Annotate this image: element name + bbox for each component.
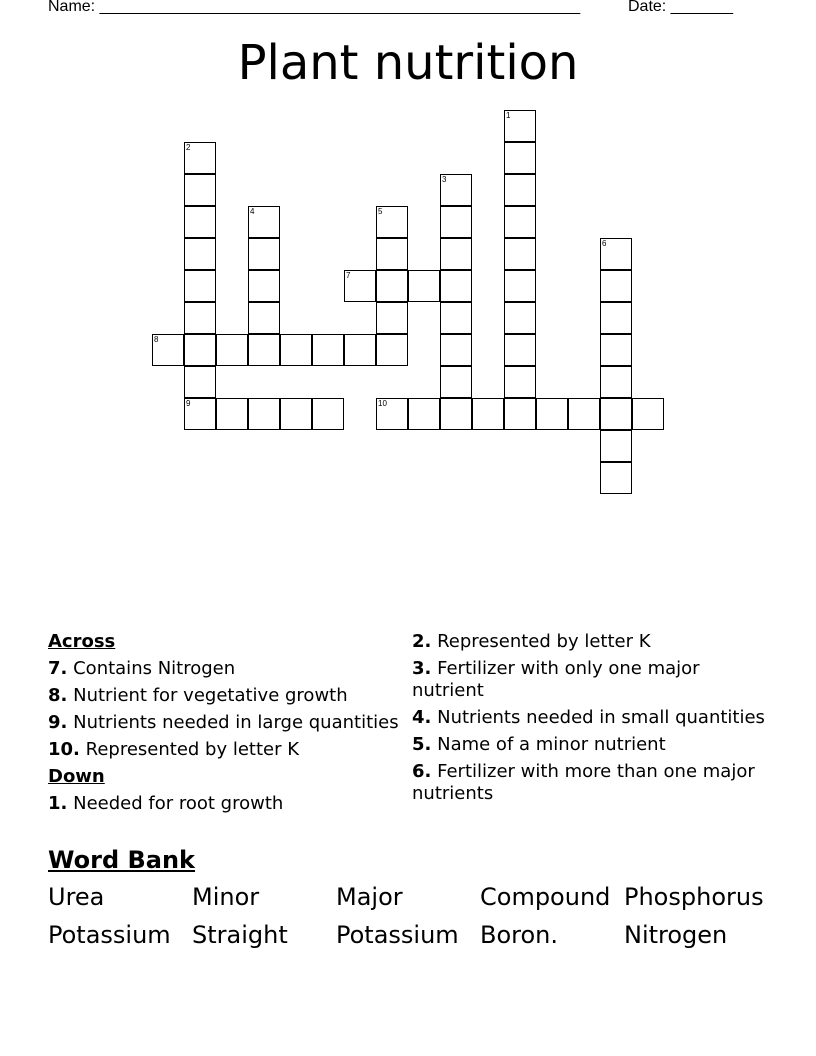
clue-down-5 bbox=[412, 734, 772, 756]
crossword-cell[interactable] bbox=[504, 334, 536, 366]
crossword-cell[interactable] bbox=[504, 270, 536, 302]
clue-across-10 bbox=[48, 739, 408, 761]
clue-text: Fertilizer with more than one major nutrients bbox=[412, 761, 755, 804]
word-bank-item: Major bbox=[336, 883, 403, 911]
crossword-cell[interactable] bbox=[600, 430, 632, 462]
word-bank-item: Potassium bbox=[336, 921, 459, 949]
clue-number: 4. bbox=[412, 707, 432, 728]
clue-number: 2. bbox=[412, 631, 432, 652]
crossword-cell[interactable] bbox=[408, 398, 440, 430]
clue-down-6 bbox=[412, 761, 772, 805]
crossword-cell[interactable] bbox=[440, 302, 472, 334]
crossword-cell[interactable] bbox=[504, 398, 536, 430]
clue-text: Contains Nitrogen bbox=[73, 658, 236, 679]
crossword-cell[interactable] bbox=[632, 398, 664, 430]
clue-number-label: 1 bbox=[506, 111, 511, 120]
word-bank bbox=[48, 882, 788, 950]
crossword-cell[interactable] bbox=[216, 398, 248, 430]
clue-text: Name of a minor nutrient bbox=[437, 734, 666, 755]
crossword-cell[interactable] bbox=[280, 398, 312, 430]
clue-text: Fertilizer with only one major nutrient bbox=[412, 658, 700, 701]
crossword-cell[interactable] bbox=[152, 334, 184, 366]
clue-number: 1. bbox=[48, 793, 68, 814]
crossword-cell[interactable] bbox=[280, 334, 312, 366]
crossword-cell[interactable] bbox=[184, 302, 216, 334]
crossword-cell[interactable] bbox=[248, 302, 280, 334]
crossword-cell[interactable] bbox=[184, 334, 216, 366]
down-heading: Down bbox=[48, 766, 105, 787]
crossword-cell[interactable] bbox=[600, 270, 632, 302]
clue-number-label: 5 bbox=[378, 207, 383, 216]
crossword-cell[interactable] bbox=[504, 174, 536, 206]
crossword-cell[interactable] bbox=[216, 334, 248, 366]
crossword-cell[interactable] bbox=[504, 238, 536, 270]
crossword-cell[interactable] bbox=[600, 462, 632, 494]
crossword-cell[interactable] bbox=[472, 398, 504, 430]
crossword-cell[interactable] bbox=[440, 206, 472, 238]
clue-text: Nutrients needed in small quantities bbox=[437, 707, 765, 728]
crossword-cell[interactable] bbox=[376, 398, 408, 430]
crossword-cell[interactable] bbox=[440, 366, 472, 398]
crossword-cell[interactable] bbox=[184, 174, 216, 206]
crossword-cell[interactable] bbox=[504, 302, 536, 334]
clue-number: 3. bbox=[412, 658, 432, 679]
clues-left-column bbox=[48, 631, 408, 820]
clue-number: 7. bbox=[48, 658, 68, 679]
across-heading: Across bbox=[48, 631, 116, 652]
word-bank-item: Potassium bbox=[48, 921, 171, 949]
crossword-cell[interactable] bbox=[376, 206, 408, 238]
clue-text: Needed for root growth bbox=[73, 793, 284, 814]
clue-text: Represented by letter K bbox=[437, 631, 651, 652]
crossword-cell[interactable] bbox=[440, 270, 472, 302]
crossword-cell[interactable] bbox=[376, 302, 408, 334]
crossword-cell[interactable] bbox=[248, 206, 280, 238]
crossword-cell[interactable] bbox=[248, 238, 280, 270]
clue-down-3 bbox=[412, 658, 772, 702]
clue-number-label: 7 bbox=[346, 271, 351, 280]
crossword-cell[interactable] bbox=[184, 398, 216, 430]
clue-number-label: 3 bbox=[442, 175, 447, 184]
crossword-cell[interactable] bbox=[344, 270, 376, 302]
date-field: Date: _______ bbox=[628, 0, 733, 15]
crossword-cell[interactable] bbox=[184, 270, 216, 302]
crossword-cell[interactable] bbox=[312, 398, 344, 430]
crossword-cell[interactable] bbox=[376, 334, 408, 366]
clue-number-label: 10 bbox=[378, 399, 387, 408]
clue-text: Nutrient for vegetative growth bbox=[73, 685, 348, 706]
word-bank-item: Boron. bbox=[480, 921, 559, 949]
clue-number: 10. bbox=[48, 739, 80, 760]
clue-number-label: 9 bbox=[186, 399, 191, 408]
crossword-cell[interactable] bbox=[184, 238, 216, 270]
word-bank-item: Straight bbox=[192, 921, 288, 949]
clue-number: 6. bbox=[412, 761, 432, 782]
clue-down-4 bbox=[412, 707, 772, 729]
crossword-cell[interactable] bbox=[504, 206, 536, 238]
clue-across-7 bbox=[48, 658, 408, 680]
crossword-cell[interactable] bbox=[440, 174, 472, 206]
crossword-cell[interactable] bbox=[600, 238, 632, 270]
crossword-cell[interactable] bbox=[376, 270, 408, 302]
crossword-cell[interactable] bbox=[248, 270, 280, 302]
clue-number: 5. bbox=[412, 734, 432, 755]
crossword-cell[interactable] bbox=[408, 270, 440, 302]
crossword-cell[interactable] bbox=[344, 334, 376, 366]
word-bank-item: Nitrogen bbox=[624, 921, 728, 949]
word-bank-item: Phosphorus bbox=[624, 883, 764, 911]
crossword-cell[interactable] bbox=[376, 238, 408, 270]
crossword-cell[interactable] bbox=[440, 334, 472, 366]
clue-down-1 bbox=[48, 793, 408, 815]
clue-number-label: 4 bbox=[250, 207, 255, 216]
crossword-cell[interactable] bbox=[312, 334, 344, 366]
page-title: Plant nutrition bbox=[237, 35, 579, 91]
crossword-cell[interactable] bbox=[184, 366, 216, 398]
crossword-cell[interactable] bbox=[504, 366, 536, 398]
crossword-cell[interactable] bbox=[600, 334, 632, 366]
clue-across-8 bbox=[48, 685, 408, 707]
crossword-cell[interactable] bbox=[440, 238, 472, 270]
crossword-cell[interactable] bbox=[600, 366, 632, 398]
word-bank-item: Urea bbox=[48, 883, 105, 911]
crossword-cell[interactable] bbox=[184, 206, 216, 238]
crossword-grid bbox=[0, 0, 816, 520]
clue-text: Nutrients needed in large quantities bbox=[73, 712, 399, 733]
name-field: Name: ______________________________________________________ bbox=[48, 0, 581, 15]
crossword-cell[interactable] bbox=[248, 334, 280, 366]
crossword-cell[interactable] bbox=[504, 142, 536, 174]
word-bank-item: Compound bbox=[480, 883, 611, 911]
word-bank-title: Word Bank bbox=[48, 846, 196, 874]
clue-number: 8. bbox=[48, 685, 68, 706]
word-bank-item: Minor bbox=[192, 883, 260, 911]
clue-across-9 bbox=[48, 712, 408, 734]
crossword-cell[interactable] bbox=[440, 398, 472, 430]
clue-text: Represented by letter K bbox=[85, 739, 300, 760]
clue-down-2 bbox=[412, 631, 772, 653]
crossword-cell[interactable] bbox=[536, 398, 568, 430]
crossword-cell[interactable] bbox=[568, 398, 600, 430]
crossword-cell[interactable] bbox=[600, 398, 632, 430]
clues-right-column bbox=[412, 631, 772, 810]
clue-number-label: 2 bbox=[186, 143, 191, 152]
crossword-cell[interactable] bbox=[248, 398, 280, 430]
crossword-cell[interactable] bbox=[504, 110, 536, 142]
clue-number: 9. bbox=[48, 712, 68, 733]
clue-number-label: 8 bbox=[154, 335, 159, 344]
crossword-cell[interactable] bbox=[184, 142, 216, 174]
clue-number-label: 6 bbox=[602, 239, 607, 248]
crossword-cell[interactable] bbox=[600, 302, 632, 334]
